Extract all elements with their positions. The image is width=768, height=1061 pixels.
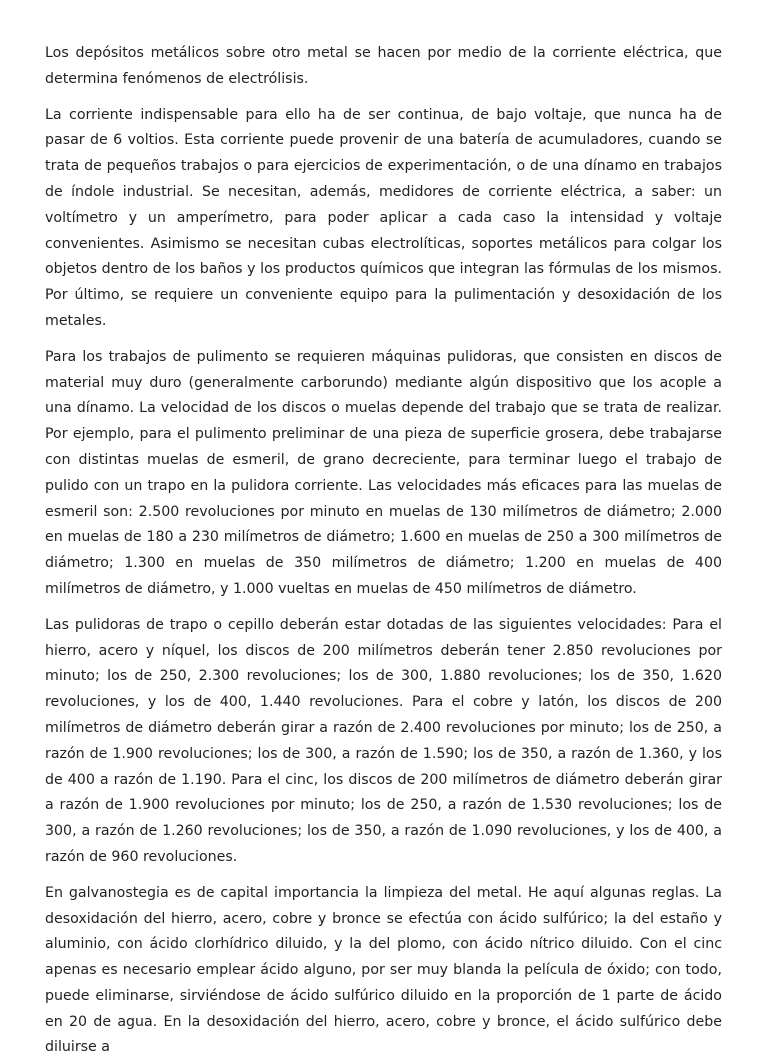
paragraph-electrolysis-intro: Los depósitos metálicos sobre otro metal se hacen por medio de la corriente eléctrica, que determina fenómenos de electrólisis. [45, 45, 722, 87]
paragraph-polishing-machines: Para los trabajos de pulimento se requieren máquinas pulidoras, que consisten en discos de material muy duro (generalmente carborundo) mediante algún dispositivo que los acople a una dínamo. La velocidad de los discos o muelas depende del trabajo que se trata de realizar. Por ejemplo, para el pulimento preliminar de una pieza de superficie grosera, debe trabajarse con distintas muelas de esmeril, de grano decreciente, para terminar luego el trabajo de pulido con un trapo en la pulidora corriente. Las velocidades más eficaces para las muelas de esmeril son: 2.500 revoluciones por minuto en muelas de 130 milímetros de diámetro; 2.000 en muelas de 180 a 230 milímetros de diámetro; 1.600 en muelas de 250 a 300 milímetros de diámetro; 1.300 en muelas de 350 milímetros de diámetro; 1.200 en muelas de 400 milímetros de diámetro, y 1.000 vueltas en muelas de 450 milímetros de diámetro. [45, 348, 722, 597]
paragraph-current-requirements: La corriente indispensable para ello ha de ser continua, de bajo voltaje, que nunca ha de pasar de 6 voltios. Esta corriente puede provenir de una batería de acumuladores, cuando se trata de pequeños trabajos o para ejercicios de experimentación, o de una dínamo en trabajos de índole industrial. Se necesitan, además, medidores de corriente eléctrica, a saber: un voltímetro y un amperímetro, para poder aplicar a cada caso la intensidad y voltaje convenientes. Asimismo se necesitan cubas electrolíticas, soportes metálicos para colgar los objetos dentro de los baños y los productos químicos que integran las fórmulas de los mismos. Por último, se requiere un conveniente equipo para la pulimentación y desoxidación de los metales. [45, 106, 722, 329]
paragraph-polisher-speeds: Las pulidoras de trapo o cepillo deberán estar dotadas de las siguientes velocidades: Para el hierro, acero y níquel, los discos de 200 milímetros deberán tener 2.850 revoluciones por minuto; los de 250, 2.300 revoluciones; los de 300, 1.880 revoluciones; los de 350, 1.620 revoluciones, y los de 400, 1.440 revoluciones. Para el cobre y latón, los discos de 200 milímetros de diámetro deberán girar a razón de 2.400 revoluciones por minuto; los de 250, a razón de 1.900 revoluciones; los de 300, a razón de 1.590; los de 350, a razón de 1.360, y los de 400 a razón de 1.190. Para el cinc, los discos de 200 milímetros de diámetro deberán girar a razón de 1.900 revoluciones por minuto; los de 250, a razón de 1.530 revoluciones; los de 300, a razón de 1.260 revoluciones; los de 350, a razón de 1.090 revoluciones, y los de 400, a razón de 960 revoluciones. [45, 616, 722, 865]
paragraph-metal-cleaning: En galvanostegia es de capital importancia la limpieza del metal. He aquí algunas reglas. La desoxidación del hierro, acero, cobre y bronce se efectúa con ácido sulfúrico; la del estaño y aluminio, con ácido clorhídrico diluido, y la del plomo, con ácido nítrico diluido. Con el cinc apenas es necesario emplear ácido alguno, por ser muy blanda la película de óxido; con todo, puede eliminarse, sirviéndose de ácido sulfúrico diluido en la proporción de 1 parte de ácido en 20 de agua. En la desoxidación del hierro, acero, cobre y bronce, el ácido sulfúrico debe diluirse a [45, 884, 722, 1056]
